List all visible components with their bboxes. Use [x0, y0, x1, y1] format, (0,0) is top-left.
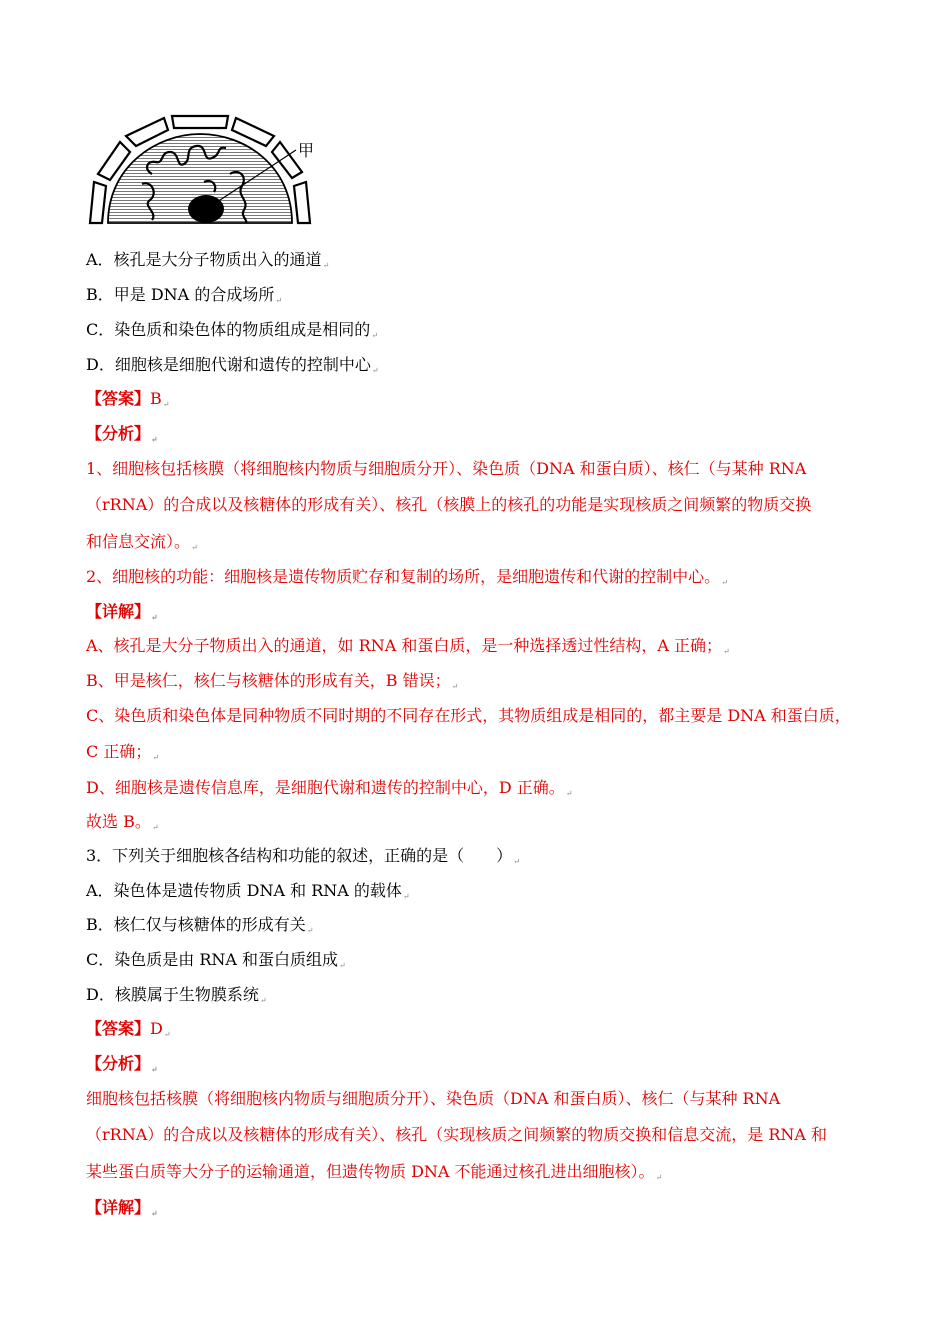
q2-detail-label: 【详解】↵ — [86, 602, 158, 622]
nucleus-diagram-svg — [86, 112, 326, 228]
q2-option-c: C．染色质和染色体的物质组成是相同的↵ — [86, 320, 378, 340]
q3-detail-label: 【详解】↵ — [86, 1198, 158, 1218]
q3-option-c: C．染色质是由 RNA 和蛋白质组成↵ — [86, 950, 346, 970]
q3-option-a: A．染色体是遗传物质 DNA 和 RNA 的载体↵ — [86, 881, 410, 901]
q2-analysis-p2: 2、细胞核的功能：细胞核是遗传物质贮存和复制的场所，是细胞遗传和代谢的控制中心。↵ — [86, 567, 728, 587]
q2-option-a: A．核孔是大分子物质出入的通道↵ — [86, 250, 330, 270]
q2-conclusion: 故选 B。↵ — [86, 812, 159, 832]
q2-analysis-p1-line1: 1、细胞核包括核膜（将细胞核内物质与细胞质分开）、染色质（DNA 和蛋白质）、核仁（与某种 RNA — [86, 459, 807, 478]
q3-analysis-line1: 细胞核包括核膜（将细胞核内物质与细胞质分开）、染色质（DNA 和蛋白质）、核仁（与某种 RNA — [86, 1089, 781, 1108]
q2-detail-a: A、核孔是大分子物质出入的通道，如 RNA 和蛋白质，是一种选择透过性结构，A 正确；↵ — [86, 636, 730, 656]
q2-option-d: D．细胞核是细胞代谢和遗传的控制中心↵ — [86, 355, 379, 375]
q3-analysis-line3: 某些蛋白质等大分子的运输通道，但遗传物质 DNA 不能通过核孔进出细胞核）。↵ — [86, 1162, 663, 1182]
nucleolus — [188, 195, 224, 223]
q3-stem: 3．下列关于细胞核各结构和功能的叙述，正确的是（ ）↵ — [86, 846, 520, 866]
q3-answer: 【答案】D↵ — [86, 1019, 171, 1039]
label-jia: 甲 — [298, 141, 315, 160]
nucleus-diagram — [86, 112, 326, 228]
q3-option-d: D．核膜属于生物膜系统↵ — [86, 985, 267, 1005]
q2-analysis-label: 【分析】↵ — [86, 424, 158, 444]
q2-detail-d: D、细胞核是遗传信息库，是细胞代谢和遗传的控制中心，D 正确。↵ — [86, 778, 573, 798]
q2-option-b: B．甲是 DNA 的合成场所↵ — [86, 285, 283, 305]
q2-analysis-p1-line2: （rRNA）的合成以及核糖体的形成有关）、核孔（核膜上的核孔的功能是实现核质之间频繁的物质交换 — [86, 495, 812, 514]
q2-detail-b: B、甲是核仁，核仁与核糖体的形成有关，B 错误；↵ — [86, 671, 459, 691]
q2-detail-c-line1: C、染色质和染色体是同种物质不同时期的不同存在形式，其物质组成是相同的，都主要是 DNA 和蛋白质， — [86, 706, 851, 725]
q2-answer: 【答案】B↵ — [86, 389, 170, 409]
q2-detail-c-line2: C 正确；↵ — [86, 742, 160, 762]
q3-analysis-label: 【分析】↵ — [86, 1054, 158, 1074]
q3-analysis-line2: （rRNA）的合成以及核糖体的形成有关）、核孔（实现核质之间频繁的物质交换和信息交流，是 RNA 和 — [86, 1125, 828, 1144]
q2-analysis-p1-line3: 和信息交流）。↵ — [86, 532, 198, 552]
q3-option-b: B．核仁仅与核糖体的形成有关↵ — [86, 915, 314, 935]
